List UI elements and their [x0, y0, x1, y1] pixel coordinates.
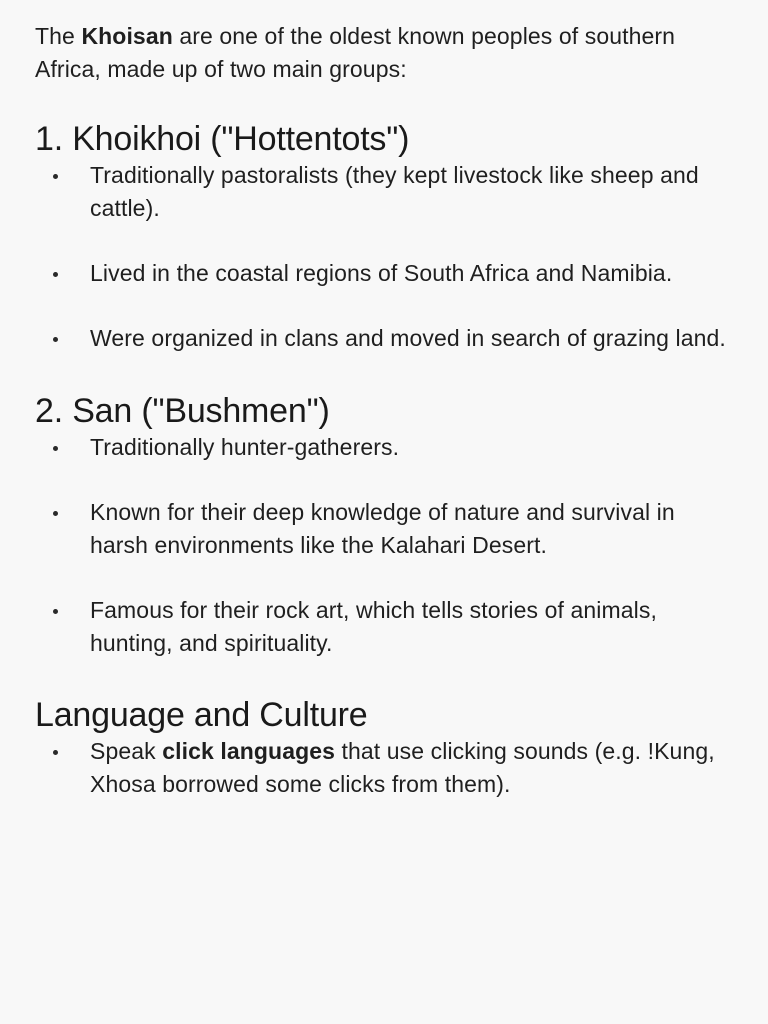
- intro-text-before: The: [35, 23, 82, 49]
- khoisan-term: Khoisan: [81, 23, 173, 49]
- list-item: [35, 594, 734, 660]
- bullet-icon: [53, 609, 58, 614]
- bullet-text: Known for their deep knowledge of nature and survival in harsh environments like the Kalahari Desert.: [90, 499, 675, 558]
- bullet-text: Traditionally pastoralists (they kept livestock like sheep and cattle).: [90, 162, 699, 221]
- bullet-icon: [53, 750, 58, 755]
- bullet-text: Lived in the coastal regions of South Africa and Namibia.: [90, 260, 673, 286]
- click-languages-term: click languages: [162, 738, 336, 764]
- san-bullet-list: [35, 431, 734, 660]
- heading-san: 2. San ("Bushmen"): [35, 392, 330, 430]
- bullet-text: Were organized in clans and moved in search of grazing land.: [90, 325, 726, 351]
- list-item: [35, 735, 734, 801]
- list-item: [35, 322, 734, 355]
- khoikhoi-bullet-list: [35, 159, 734, 355]
- bullet-icon: [53, 337, 58, 342]
- intro-text-after: are one of the oldest known peoples of southern Africa, made up of two main groups:: [35, 23, 676, 82]
- heading-khoikhoi: 1. Khoikhoi ("Hottentots"): [35, 120, 410, 158]
- bullet-text: Famous for their rock art, which tells stories of animals, hunting, and spirituality.: [90, 597, 657, 656]
- intro-paragraph: [35, 20, 734, 86]
- list-item: [35, 431, 734, 464]
- heading-language-culture: Language and Culture: [35, 696, 368, 734]
- click-lang-text-after: that use clicking sounds (e.g. !Kung, Xhosa borrowed some clicks from them).: [90, 738, 715, 797]
- bullet-text: [90, 738, 715, 797]
- bullet-icon: [53, 272, 58, 277]
- bullet-icon: [53, 446, 58, 451]
- bullet-text: Traditionally hunter-gatherers.: [90, 434, 400, 460]
- bullet-icon: [53, 511, 58, 516]
- language-bullet-list: [35, 735, 734, 801]
- list-item: [35, 159, 734, 225]
- list-item: [35, 257, 734, 290]
- list-item: [35, 496, 734, 562]
- click-lang-text-before: Speak: [90, 738, 163, 764]
- bullet-icon: [53, 174, 58, 179]
